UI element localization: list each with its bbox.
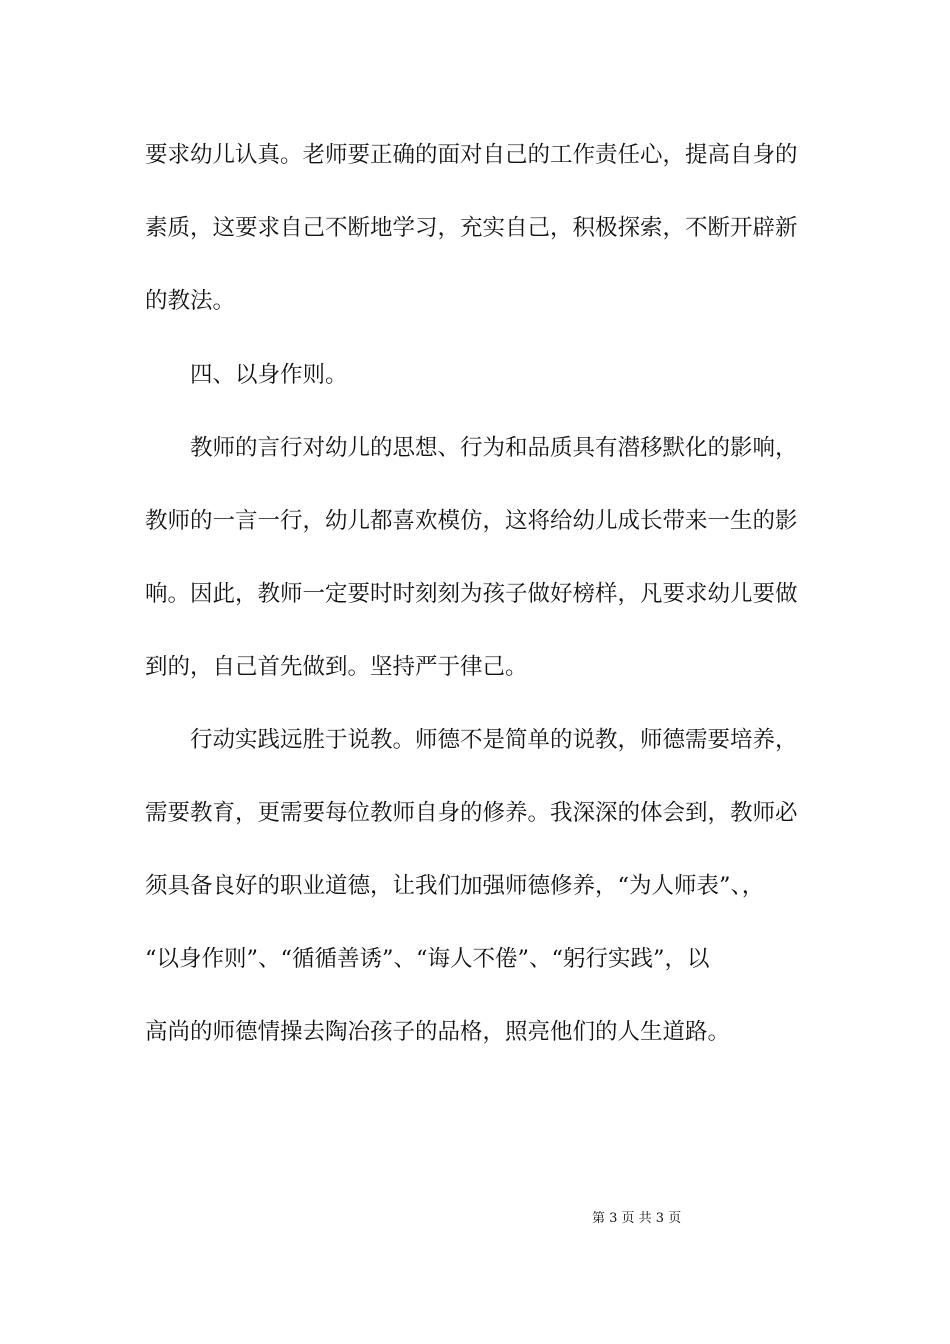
text-line-7: 响。因此，教师一定要时时刻刻为孩子做好榜样，凡要求幼儿要做 (145, 581, 798, 607)
text-line-13: 高尚的师德情操去陶冶孩子的品格，照亮他们的人生道路。 (145, 1019, 731, 1045)
text-line-3: 的教法。 (145, 288, 236, 314)
text-line-10: 需要教育，更需要每位教师自身的修养。我深深的体会到，教师必 (145, 800, 798, 826)
text-line-12: “以身作则”、“循循善诱”、“诲人不倦”、“躬行实践”，以 (145, 946, 710, 972)
text-line-8: 到的，自己首先做到。坚持严于律己。 (145, 654, 528, 680)
section-heading: 四、以身作则。 (190, 362, 348, 388)
text-line-1: 要求幼儿认真。老师要正确的面对自己的工作责任心，提高自身的 (145, 142, 798, 168)
text-line-11: 须具备良好的职业道德，让我们加强师德修养，“为人师表”、， (145, 873, 765, 899)
text-line-5: 教师的言行对幼儿的思想、行为和品质具有潜移默化的影响， (190, 435, 798, 461)
text-line-2: 素质，这要求自己不断地学习，充实自己，积极探索，不断开辟新 (145, 215, 798, 241)
page-number-footer: 第 3 页 共 3 页 (592, 1211, 682, 1226)
text-line-9: 行动实践远胜于说教。师德不是简单的说教，师德需要培养， (190, 727, 798, 753)
text-line-6: 教师的一言一行，幼儿都喜欢模仿，这将给幼儿成长带来一生的影 (145, 508, 798, 534)
